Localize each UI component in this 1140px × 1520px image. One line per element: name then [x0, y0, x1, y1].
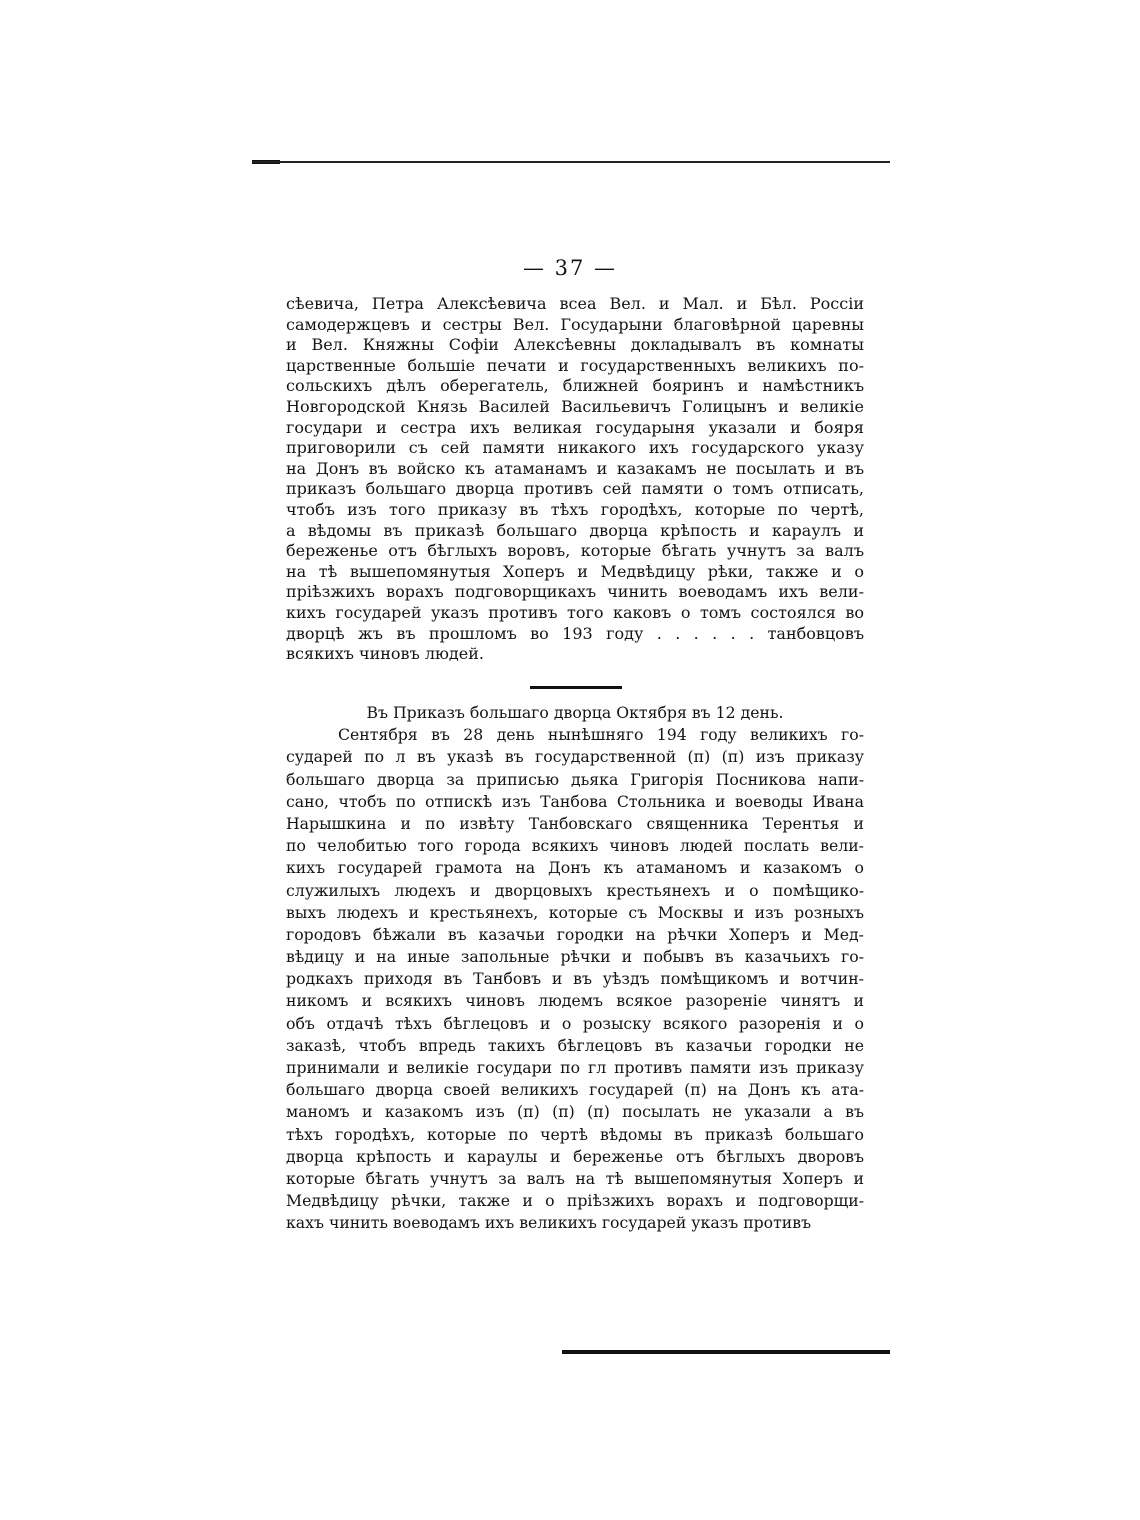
- section-heading: Въ Приказъ большаго дворца Октября въ 12 день.: [366, 703, 784, 722]
- text-line: приказъ большаго дворца противъ сей памяти о томъ отписать,: [286, 479, 864, 499]
- text-line: городовъ бѣжали въ казачьи городки на рѣчки Хоперъ и Мед-: [286, 924, 864, 944]
- text-line: родкахъ приходя въ Танбовъ и въ уѣздъ помѣщикомъ и вотчин-: [286, 969, 864, 989]
- text-line: большаго дворца своей великихъ государей (п) на Донъ къ ата-: [286, 1080, 864, 1100]
- section-divider: [530, 686, 622, 689]
- text-line: сударей по л въ указѣ въ государственной (п) (п) изъ приказу: [286, 747, 864, 767]
- text-line: объ отдачѣ тѣхъ бѣглецовъ и о розыску всякого разоренія и о: [286, 1013, 864, 1033]
- text-line: царственные большіе печати и государственныхъ великихъ по-: [286, 355, 864, 375]
- text-line: которые бѣгать учнутъ за валъ на тѣ вышепомянутыя Хоперъ и: [286, 1168, 864, 1188]
- text-line: кахъ чинить воеводамъ ихъ великихъ государей указъ противъ: [286, 1213, 812, 1233]
- text-line: тѣхъ городѣхъ, которые по чертѣ вѣдомы въ приказѣ большаго: [286, 1124, 864, 1144]
- text-line: а вѣдомы въ приказѣ большаго дворца крѣпость и караулъ и: [286, 520, 864, 540]
- text-line: Медвѣдицу рѣчки, также и о пріѣзжихъ ворахъ и подговорщи-: [286, 1191, 864, 1211]
- text-line: принимали и великіе государи по гл противъ памяти изъ приказу: [286, 1058, 864, 1077]
- text-line: дворцѣ жъ въ прошломъ во 193 году . . . . . . танбовцовъ: [286, 623, 864, 643]
- text-line: маномъ и казакомъ изъ (п) (п) (п) посылать не указали а въ: [286, 1102, 864, 1122]
- text-line: заказѣ, чтобъ впредь такихъ бѣглецовъ въ казачьи городки не: [286, 1035, 864, 1055]
- text-line: вѣдицу и на иные запольные рѣчки и побывъ въ казачьихъ го-: [286, 947, 864, 967]
- text-line: сѣевича, Петра Алексѣевича всеа Вел. и Мал. и Бѣл. Россіи: [286, 294, 864, 313]
- text-line: сано, чтобъ по отпискѣ изъ Танбова Стольника и воеводы Ивана: [286, 791, 864, 811]
- text-line: служилыхъ людехъ и дворцовыхъ крестьянехъ и о помѣщико-: [286, 880, 864, 900]
- text-line: на Донъ въ войско къ атаманамъ и казакамъ не посылать и въ: [286, 458, 864, 478]
- text-line: всякихъ чиновъ людей.: [286, 644, 484, 664]
- text-line: большаго дворца за приписью дьяка Григорія Посникова напи-: [286, 769, 864, 789]
- text-line: на тѣ вышепомянутыя Хоперъ и Медвѣдицу рѣки, также и о: [286, 561, 864, 581]
- text-line: государи и сестра ихъ великая государыня указали и бояря: [286, 417, 864, 437]
- text-line: самодержцевъ и сестры Вел. Государыни благовѣрной царевны: [286, 314, 864, 334]
- text-line: приговорили съ сей памяти никакого ихъ государского указу: [286, 438, 864, 458]
- paragraph-2: [286, 702, 864, 1235]
- top-rule: [252, 161, 890, 163]
- text-line: кихъ государей грамота на Донъ къ атаманомъ и казакомъ о: [286, 858, 864, 878]
- text-line: Сентября въ 28 день нынѣшняго 194 году великихъ го-: [338, 725, 864, 745]
- text-line: никомъ и всякихъ чиновъ людемъ всякое разореніе чинятъ и: [286, 991, 864, 1011]
- bottom-rule: [562, 1350, 890, 1354]
- text-line: кихъ государей указъ противъ того каковъ о томъ состоялся во: [286, 602, 864, 622]
- text-line: Нарышкина и по извѣту Танбовскаго священника Терентья и: [286, 813, 864, 833]
- text-line: сольскихъ дѣлъ оберегатель, ближней бояринъ и намѣстникъ: [286, 376, 864, 396]
- text-line: Новгородской Князь Василей Васильевичъ Голицынъ и великіе: [286, 396, 864, 416]
- text-line: по челобитью того города всякихъ чиновъ людей послать вели-: [286, 836, 864, 856]
- text-line: и Вел. Княжны Софіи Алексѣевны докладывалъ въ комнаты: [286, 335, 864, 355]
- text-line: чтобъ изъ того приказу въ тѣхъ городѣхъ, которые по чертѣ,: [286, 499, 864, 519]
- text-line: береженье отъ бѣглыхъ воровъ, которые бѣгать учнутъ за валъ: [286, 541, 864, 561]
- text-line: дворца крѣпость и караулы и береженье отъ бѣглыхъ дворовъ: [286, 1146, 864, 1166]
- text-line: пріѣзжихъ ворахъ подговорщикахъ чинить воеводамъ ихъ вели-: [286, 582, 864, 602]
- paragraph-1: [286, 294, 864, 665]
- page-number: — 37 —: [522, 256, 618, 280]
- text-line: выхъ людехъ и крестьянехъ, которые съ Москвы и изъ розныхъ: [286, 902, 864, 922]
